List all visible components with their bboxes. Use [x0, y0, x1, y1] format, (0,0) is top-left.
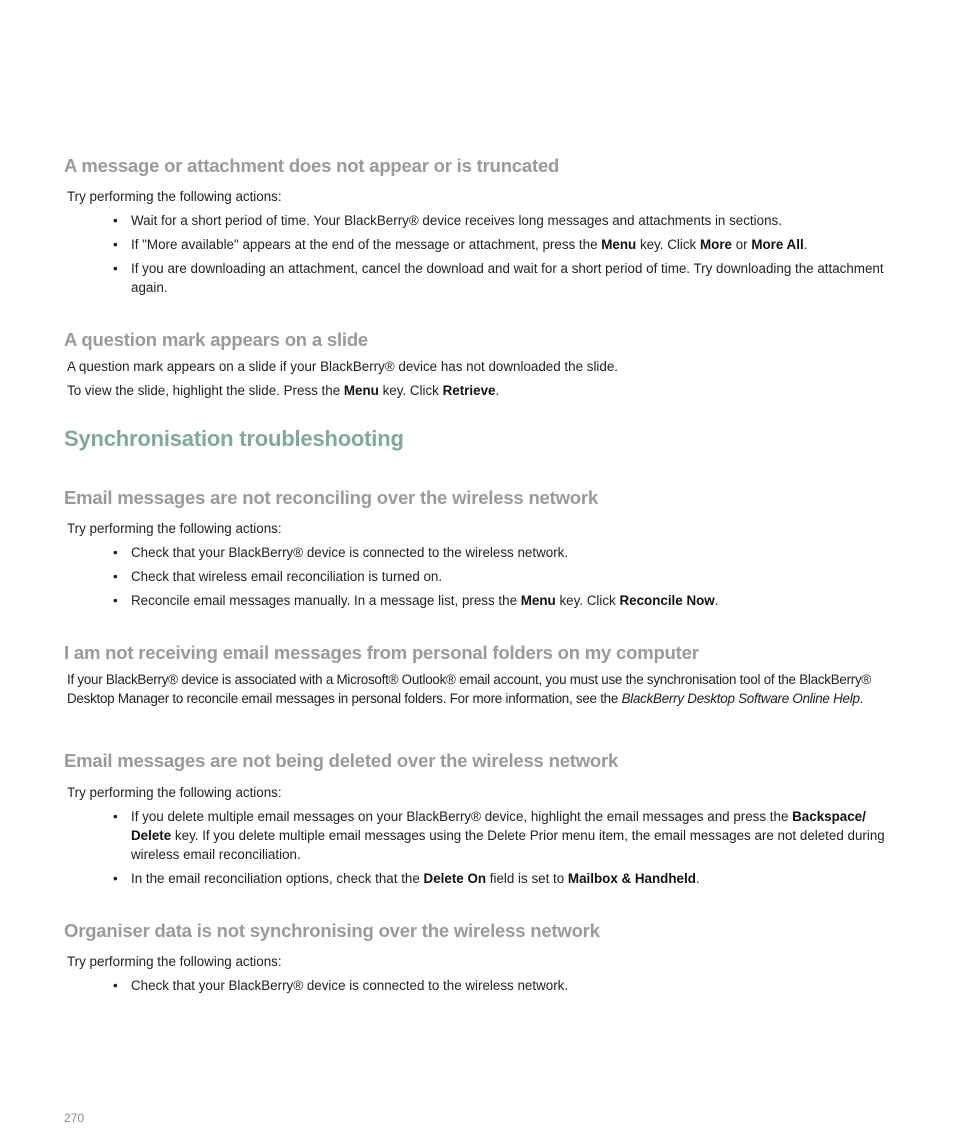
menu-key-label: Menu: [601, 237, 637, 252]
intro-text: Try performing the following actions:: [67, 189, 282, 204]
bullet-icon: •: [113, 593, 118, 608]
page-number: 270: [64, 1111, 85, 1125]
heading-personal-folders: I am not receiving email messages from personal folders on my computer: [64, 642, 699, 663]
paragraph: A question mark appears on a slide if your BlackBerry® device has not downloaded the slide.: [67, 359, 619, 374]
more-option-label: More: [699, 237, 732, 252]
intro-text: Try performing the following actions:: [67, 954, 282, 969]
menu-key-label: Menu: [343, 383, 379, 398]
section-title: Synchronisation troubleshooting: [64, 426, 404, 451]
list-item: [113, 807, 893, 864]
list-item: [113, 543, 893, 562]
bullet-icon: •: [113, 569, 118, 584]
heading-not-reconciling: Email messages are not reconciling over the wireless network: [64, 487, 598, 508]
paragraph: To view the slide, highlight the slide. Press the Menu key. Click Retrieve.: [67, 383, 500, 398]
heading-organiser-data: Organiser data is not synchronising over the wireless network: [64, 920, 600, 941]
paragraph: If your BlackBerry® device is associated with a Microsoft® Outlook® email account, you must use the synchronisation tool of the BlackBerry® Desktop Manager to reconcile email messages in personal folders. For more information, see the BlackBerry Desktop Software Online Help.: [67, 672, 872, 706]
list-item-text: If you delete multiple email messages on your BlackBerry® device, highlight the email messages and press the Backspace/ Delete key. If you delete multiple email messages using the Delete Prior menu item, the email messages are not deleted during wireless email reconciliation.: [131, 809, 885, 862]
bullet-icon: •: [113, 978, 118, 993]
reconcile-now-label: Reconcile Now: [619, 593, 715, 608]
retrieve-option-label: Retrieve: [442, 383, 496, 398]
list-item-text: Check that wireless email reconciliation is turned on.: [131, 569, 443, 584]
menu-key-label: Menu: [520, 593, 556, 608]
list-item: [113, 259, 893, 297]
list-item: [113, 869, 893, 888]
help-reference: BlackBerry Desktop Software Online Help: [621, 691, 860, 706]
delete-on-field-label: Delete On: [423, 871, 487, 886]
list-item-text: Wait for a short period of time. Your BlackBerry® device receives long messages and attachments in sections.: [131, 213, 782, 228]
heading-question-mark: A question mark appears on a slide: [64, 329, 369, 350]
list-item: [113, 235, 893, 254]
backspace-delete-key-label: Backspace/ Delete: [131, 809, 866, 843]
list-item-text: Reconcile email messages manually. In a message list, press the Menu key. Click Reconcile Now.: [131, 593, 719, 608]
list-item: [113, 591, 893, 610]
list-item-text: If you are downloading an attachment, cancel the download and wait for a short period of time. Try downloading the attachment again.: [131, 261, 884, 295]
list-item-text: In the email reconciliation options, check that the Delete On field is set to Mailbox & Handheld.: [131, 871, 700, 886]
heading-message-truncated: A message or attachment does not appear or is truncated: [64, 155, 560, 176]
list-item-text: Check that your BlackBerry® device is connected to the wireless network.: [131, 545, 569, 560]
list-item: [113, 211, 893, 230]
list-item-text: If "More available" appears at the end of the message or attachment, press the Menu key. Click More or More All.: [131, 237, 808, 252]
intro-text: Try performing the following actions:: [67, 521, 282, 536]
bullet-icon: •: [113, 545, 118, 560]
bullet-icon: •: [113, 871, 118, 886]
list-item-text: Check that your BlackBerry® device is connected to the wireless network.: [131, 978, 569, 993]
bullet-icon: •: [113, 237, 118, 252]
intro-text: Try performing the following actions:: [67, 785, 282, 800]
mailbox-handheld-value: Mailbox & Handheld: [567, 871, 696, 886]
bullet-icon: •: [113, 261, 118, 276]
bullet-icon: •: [113, 809, 118, 824]
heading-not-deleted: Email messages are not being deleted over the wireless network: [64, 750, 619, 771]
more-all-option-label: More All: [751, 237, 804, 252]
list-item: [113, 567, 893, 586]
bullet-icon: •: [113, 213, 118, 228]
list-item: [113, 976, 893, 995]
